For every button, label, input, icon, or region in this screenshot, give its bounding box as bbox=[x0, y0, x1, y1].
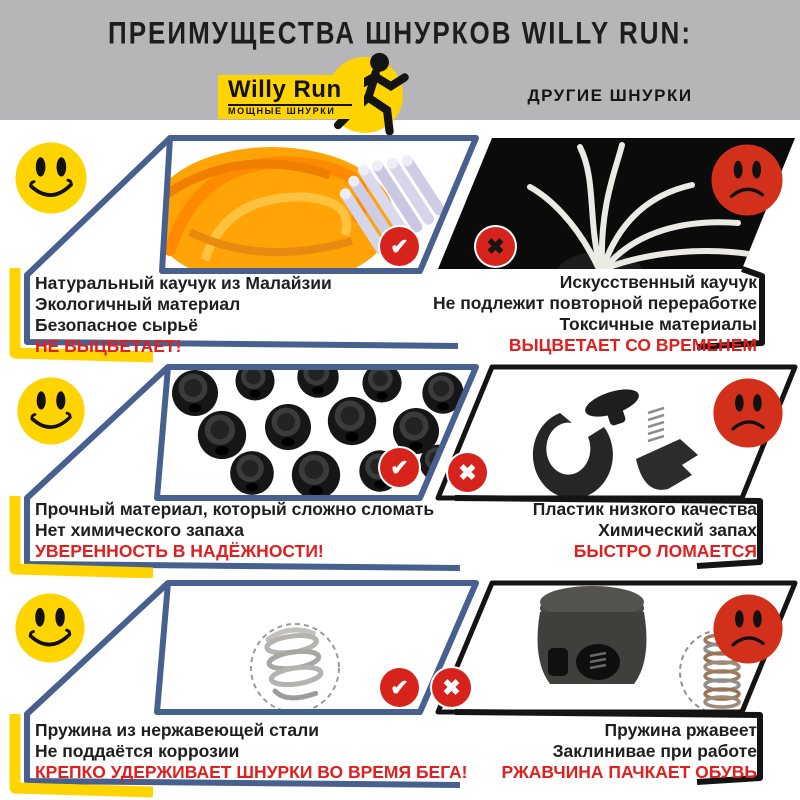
comparison-row-spring bbox=[0, 578, 800, 800]
pros-line: Экологичный материал bbox=[35, 294, 241, 314]
cons-line: Заклинивае при работе bbox=[552, 741, 757, 761]
page-title: ПРЕИМУЩЕСТВА ШНУРКОВ WILLY RUN: bbox=[108, 14, 692, 51]
cons-highlight: БЫСТРО ЛОМАЕТСЯ bbox=[573, 541, 757, 561]
cons-highlight: ВЫЦВЕТАЕТ СО ВРЕМЕНЕМ bbox=[508, 335, 757, 355]
pros-highlight: НЕ ВЫЦВЕТАЕТ! bbox=[35, 336, 182, 356]
happy-smiley-icon bbox=[14, 141, 88, 215]
cons-text bbox=[533, 499, 757, 562]
pros-text bbox=[35, 720, 467, 783]
pros-line: Натуральный каучук из Малайзии bbox=[35, 273, 332, 293]
cons-text bbox=[502, 720, 757, 783]
pros-line: Прочный материал, который сложно сломать bbox=[35, 499, 435, 519]
pros-line: Не поддаётся коррозии bbox=[35, 741, 240, 761]
check-icon: ✔ bbox=[390, 454, 409, 480]
pros-highlight: КРЕПКО УДЕРЖИВАЕТ ШНУРКИ ВО ВРЕМЯ БЕГА! bbox=[35, 762, 468, 782]
check-badge bbox=[380, 668, 419, 707]
photo-willyrun-stoppers bbox=[150, 363, 490, 503]
pros-line: Нет химического запаха bbox=[35, 520, 244, 540]
pros-highlight: УВЕРЕННОСТЬ В НАДЁЖНОСТИ! bbox=[35, 541, 324, 561]
cross-icon: ✖ bbox=[486, 233, 505, 259]
sad-smiley-icon bbox=[710, 143, 784, 217]
cons-line: Искусственный каучук bbox=[559, 272, 757, 292]
logo-box bbox=[218, 75, 364, 119]
sad-smiley-icon bbox=[712, 377, 786, 451]
cons-line: Токсичные материалы bbox=[559, 314, 757, 334]
check-icon: ✔ bbox=[390, 674, 409, 700]
cross-icon: ✖ bbox=[458, 459, 477, 485]
comparison-row-rubber bbox=[0, 135, 800, 365]
pros-text bbox=[35, 273, 332, 357]
cons-line: Пружина ржавеет bbox=[604, 720, 757, 740]
pros-line: Пружина из нержавеющей стали bbox=[35, 720, 319, 740]
check-badge bbox=[380, 227, 419, 266]
cons-line: Пластик низкого качества bbox=[532, 499, 757, 519]
pros-line: Безопасное сырьё bbox=[35, 315, 199, 335]
happy-smiley-icon bbox=[14, 592, 88, 666]
pros-text bbox=[35, 499, 434, 562]
sad-smiley-icon bbox=[712, 593, 786, 667]
cross-badge bbox=[476, 227, 515, 266]
competitor-label: ДРУГИЕ ШНУРКИ bbox=[527, 86, 693, 105]
check-badge bbox=[380, 448, 419, 487]
brand-logo bbox=[215, 55, 410, 135]
check-icon: ✔ bbox=[390, 233, 409, 259]
cons-line: Химический запах bbox=[598, 520, 757, 540]
cross-icon: ✖ bbox=[442, 674, 461, 700]
comparison-row-plastic bbox=[0, 363, 800, 578]
cons-text bbox=[433, 272, 757, 356]
brand-tagline: МОЩНЫЕ ШНУРКИ bbox=[228, 106, 336, 116]
photo-willyrun-laces bbox=[150, 135, 490, 287]
cons-line: Не подлежит повторной переработке bbox=[432, 293, 757, 313]
brand-name: Willy Run bbox=[228, 76, 342, 103]
cross-badge bbox=[432, 668, 471, 707]
happy-smiley-icon bbox=[16, 376, 90, 450]
cons-highlight: РЖАВЧИНА ПАЧКАЕТ ОБУВЬ bbox=[501, 762, 757, 782]
cross-badge bbox=[448, 453, 487, 492]
